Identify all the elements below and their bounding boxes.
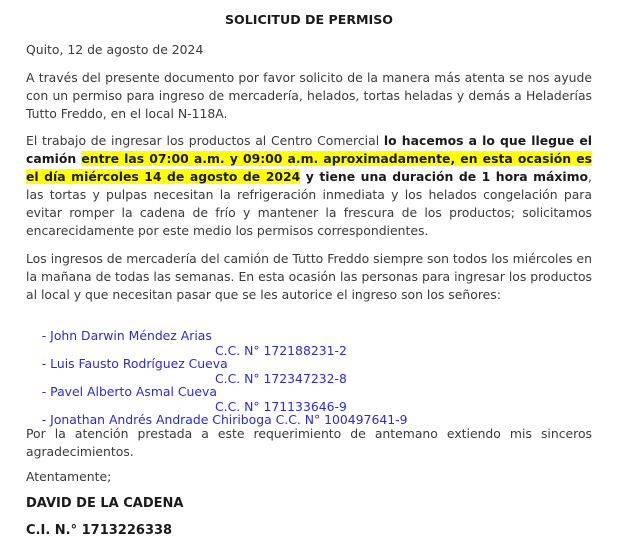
schedule-duration: y tiene una duración de 1 hora máximo: [300, 169, 589, 184]
paragraph-schedule: [26, 132, 592, 240]
person-name: - Pavel Alberto Asmal Cueva: [41, 384, 217, 399]
document-title: SOLICITUD DE PERMISO: [224, 12, 394, 27]
paragraph-request: A través del presente documento por favor solicito de la manera más atenta se nos ayude con un permiso para ingreso de mercadería, helados, tortas heladas y demás a Heladerías Tutto Freddo, en el local N-118A.: [26, 70, 592, 121]
person-id: C.C. N° 172188231-2: [215, 343, 347, 358]
person-id: C.C. N° 172347232-8: [215, 371, 347, 386]
date-line: Quito, 12 de agosto de 2024: [26, 42, 204, 57]
person-id: C.C. N° 100497641-9: [275, 412, 408, 427]
paragraph-personnel: Los ingresos de mercadería del camión de Tutto Freddo siempre son todos los miércoles en la mañana de todas las semanas. En esta ocasión las personas para ingresar los productos al local y que necesitan pasar que se les autorice el ingreso son los señores:: [26, 251, 592, 302]
paragraph-thanks: Por la atención prestada a este requerimiento de antemano extiendo mis sinceros agradecimientos.: [26, 426, 592, 459]
person-name: - John Darwin Méndez Arias: [41, 328, 212, 343]
closing-line: Atentamente;: [26, 469, 112, 484]
schedule-intro: El trabajo de ingresar los productos al Centro Comercial: [26, 133, 384, 148]
schedule-highlight: entre las 07:00 a.m. y 09:00 a.m. aproximadamente, en esta ocasión es el día miércoles 14 de agosto de 2024: [26, 151, 593, 184]
person-name: - Jonathan Andrés Andrade Chiriboga: [41, 412, 276, 427]
schedule-rest: , las tortas y pulpas necesitan la refrigeración inmediata y los helados congelación para evitar romper la cadena de frío y mantener la frescura de los productos; solicitamos encarecidamente por este medio los permisos correspondientes.: [26, 169, 592, 238]
person-name: - Luis Fausto Rodríguez Cueva: [41, 356, 228, 371]
signer-id: C.I. N.° 1713226338: [26, 523, 173, 538]
schedule-bold: lo hacemos a lo que llegue el camión: [26, 133, 592, 166]
person-id: C.C. N° 171133646-9: [215, 399, 347, 414]
signer-name: DAVID DE LA CADENA: [26, 496, 184, 511]
